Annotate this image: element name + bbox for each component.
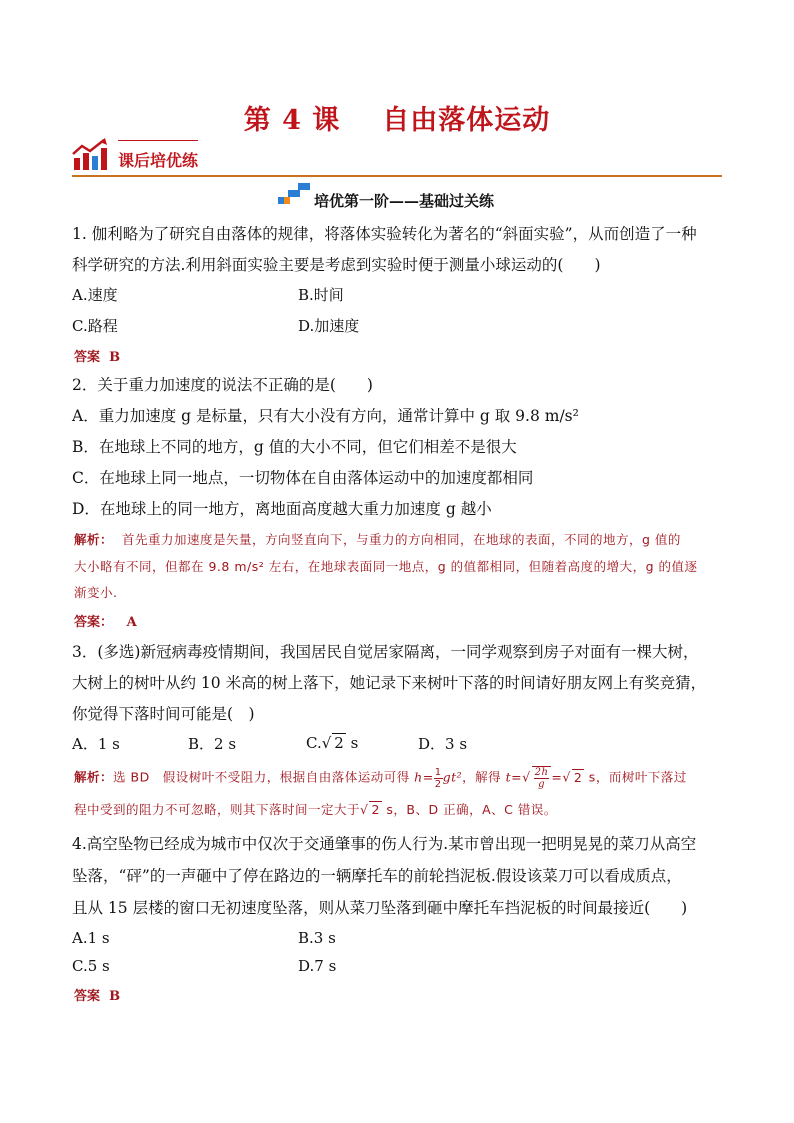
q1-option-c: C.路程 bbox=[72, 317, 118, 335]
q3-explanation-line1: 解析：选 BD 假设树叶不受阻力，根据自由落体运动可得 h= $\frac{1}{2}$ gt²，解得 t=√ $\frac{2h}{g}$ =√ 2 s，而树叶下落过 bbox=[74, 766, 687, 790]
q1-option-d: D.加速度 bbox=[298, 317, 360, 335]
q3-explanation-line2: 程中受到的阻力不可忽略，则其下落时间一定大于√ 2 s，B、D 正确，A、C 错误。 bbox=[74, 802, 557, 817]
answer-value: A bbox=[126, 615, 137, 630]
q3-stem-line2: 大树上的树叶从约 10 米高的树上落下，她记录下来树叶下落的时间请好朋友网上有奖竞猜， bbox=[72, 674, 707, 692]
explanation-text: s，B、D 正确，A、C 错误。 bbox=[381, 802, 557, 817]
q4-stem-line1: 4.高空坠物已经成为城市中仅次于交通肇事的伤人行为.某市曾出现一把明晃晃的菜刀从高空 bbox=[72, 835, 697, 853]
answer-label: 答案 bbox=[74, 989, 101, 1004]
answer-label: 答案： bbox=[74, 615, 114, 630]
fraction-numerator: 2h bbox=[534, 767, 549, 778]
q2-explanation-line1 bbox=[74, 530, 681, 548]
explanation-label: 解析： bbox=[74, 769, 114, 785]
q2-explanation-line3: 渐变小. bbox=[74, 585, 118, 600]
radicand: 2 bbox=[573, 769, 583, 785]
q3-option-a: A．1 s bbox=[72, 735, 120, 753]
equals-sign: = bbox=[511, 769, 523, 785]
stairs-icon bbox=[278, 183, 310, 209]
page-title bbox=[0, 98, 794, 137]
lesson-number: 第 4 课 bbox=[243, 105, 341, 136]
q4-answer bbox=[74, 985, 120, 1004]
q1-answer bbox=[74, 346, 120, 365]
fraction-denominator: 2 bbox=[434, 778, 442, 790]
header-divider bbox=[72, 175, 722, 177]
q4-option-d: D.7 s bbox=[298, 957, 337, 975]
q4-stem-line3: 且从 15 层楼的窗口无初速度坠落，则从菜刀坠落到砸中摩托车挡泥板的时间最接近( ) bbox=[72, 899, 688, 917]
explanation-text: s，而树叶下落过 bbox=[584, 769, 687, 785]
q3-option-d: D．3 s bbox=[418, 735, 468, 753]
chart-logo-icon bbox=[72, 138, 108, 176]
fraction-half bbox=[434, 767, 443, 790]
q4-option-c: C.5 s bbox=[72, 957, 110, 975]
q3-stem-line1: 3．(多选)新冠病毒疫情期间，我国居民自觉居家隔离，一同学观察到房子对面有一棵大树， bbox=[72, 643, 699, 661]
q2-stem: 2．关于重力加速度的说法不正确的是( ) bbox=[72, 376, 373, 394]
option-unit: s bbox=[345, 734, 359, 752]
q2-explanation-line2: 大小略有不同，但都在 9.8 m/s² 左右，在地球表面同一地点，g 的值都相同，但随着高度的增大，g 的值逐 bbox=[74, 559, 698, 574]
q2-option-d: D．在地球上的同一地方，离地面高度越大重力加速度 g 越小 bbox=[72, 500, 492, 518]
section-header: 课后培优练 bbox=[118, 151, 199, 170]
equals-sign: = bbox=[551, 769, 563, 785]
answer-label: 答案 bbox=[74, 350, 101, 365]
q2-option-c: C．在地球上同一地点，一切物体在自由落体运动中的加速度都相同 bbox=[72, 469, 534, 487]
q1-stem-line1: 1. 伽利略为了研究自由落体的规律，将落体实验转化为著名的“斜面实验”，从而创造了一种 bbox=[72, 225, 697, 243]
q3-stem-line3: 你觉得下落时间可能是( ) bbox=[72, 705, 255, 723]
radicand: 2 bbox=[371, 802, 380, 817]
q1-stem-line2: 科学研究的方法.利用斜面实验主要是考虑到实验时便于测量小球运动的( ) bbox=[72, 256, 601, 274]
header-accent-line bbox=[118, 140, 198, 141]
explanation-text: 程中受到的阻力不可忽略，则其下落时间一定大于 bbox=[74, 802, 361, 817]
explanation-text: 选 BD 假设树叶不受阻力，根据自由落体运动可得 bbox=[113, 769, 415, 785]
q2-option-b: B．在地球上不同的地方，g 值的大小不同，但它们相差不是很大 bbox=[72, 438, 517, 456]
explanation-text: 首先重力加速度是矢量，方向竖直向下，与重力的方向相同，在地球的表面，不同的地方，g 值的 bbox=[121, 532, 681, 547]
explanation-label: 解析： bbox=[74, 532, 114, 547]
q3-option-c: C.√ 2 s bbox=[306, 734, 359, 752]
section-title: 培优第一阶——基础过关练 bbox=[314, 192, 495, 210]
lesson-title: 自由落体运动 bbox=[382, 105, 551, 136]
fraction-denominator: g bbox=[538, 779, 545, 790]
option-letter: C. bbox=[306, 734, 322, 752]
q4-stem-line2: 坠落，“砰”的一声砸中了停在路边的一辆摩托车的前轮挡泥板.假设该菜刀可以看成质点， bbox=[72, 867, 682, 885]
radicand: 2 bbox=[334, 734, 344, 752]
q1-option-a: A.速度 bbox=[72, 286, 118, 304]
q3-option-b: B．2 s bbox=[188, 735, 237, 753]
fraction-numerator: 1 bbox=[434, 766, 442, 778]
q2-answer bbox=[74, 611, 137, 630]
sqrt-fraction bbox=[532, 766, 552, 790]
equals-sign: = bbox=[422, 769, 434, 785]
q2-option-a: A．重力加速度 g 是标量，只有大小没有方向，通常计算中 g 取 9.8 m/s² bbox=[72, 407, 579, 425]
q4-option-b: B.3 s bbox=[298, 929, 336, 947]
var-h: h bbox=[414, 769, 423, 785]
q4-option-a: A.1 s bbox=[72, 929, 110, 947]
var-t: t bbox=[505, 769, 512, 785]
answer-value: B bbox=[109, 350, 121, 365]
explanation-text: ，解得 bbox=[462, 769, 506, 785]
q1-option-b: B.时间 bbox=[298, 286, 344, 304]
term-gt2: gt² bbox=[442, 769, 463, 785]
answer-value: B bbox=[109, 989, 121, 1004]
